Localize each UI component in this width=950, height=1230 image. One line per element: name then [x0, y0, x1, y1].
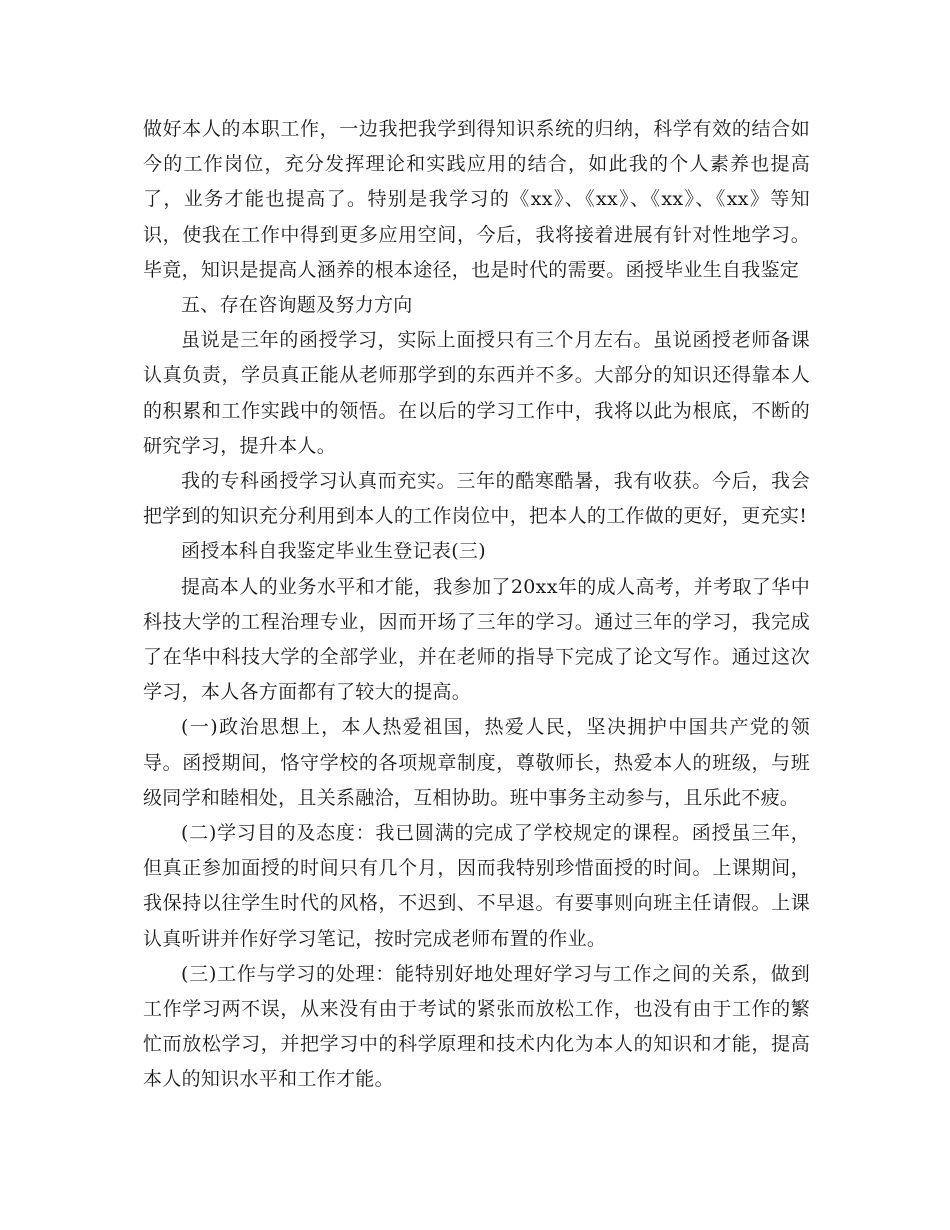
- paragraph-continuation: 做好本人的本职工作，一边我把我学到得知识系统的归纳，科学有效的结合如今的工作岗位，充分发挥理论和实践应用的结合，如此我的个人素养也提高了，业务才能也提高了。特别是我学习的《xx》、《xx》、《xx》、《xx》等知识，使我在工作中得到更多应用空间，今后，我将接着进展有针对性地学习。毕竟，知识是提高人涵养的根本途径，也是时代的需要。函授毕业生自我鉴定: [143, 118, 810, 281]
- paragraph: 虽说是三年的函授学习，实际上面授只有三个月左右。虽说函授老师备课认真负责，学员真正能从老师那学到的东西并不多。大部分的知识还得靠本人的积累和工作实践中的领悟。在以后的学习工作中，我将以此为根底，不断的研究学习，提升本人。: [143, 329, 810, 457]
- paragraph: 提高本人的业务水平和才能，我参加了20xx年的成人高考，并考取了华中科技大学的工程治理专业，因而开场了三年的学习。通过三年的学习，我完成了在华中科技大学的全部学业，并在老师的指导下完成了论文写作。通过这次学习，本人各方面都有了较大的提高。: [143, 575, 810, 704]
- paragraph: 我的专科函授学习认真而充实。三年的酷寒酷暑，我有收获。今后，我会把学到的知识充分利用到本人的工作岗位中，把本人的工作做的更好，更充实!: [143, 470, 810, 528]
- section-heading: 函授本科自我鉴定毕业生登记表(三): [181, 540, 486, 563]
- paragraph: (一)政治思想上，本人热爱祖国，热爱人民，坚决拥护中国共产党的领导。函授期间，恪守学校的各项规章制度，尊敬师长，热爱本人的班级，与班级同学和睦相处，且关系融洽，互相协助。班中事务主动参与，且乐此不疲。: [143, 716, 810, 809]
- section-heading: 五、存在咨询题及努力方向: [181, 294, 413, 317]
- paragraph: (三)工作与学习的处理：能特别好地处理好学习与工作之间的关系，做到工作学习两不误，从来没有由于考试的紧张而放松工作，也没有由于工作的繁忙而放松学习，并把学习中的科学原理和技术内化为本人的知识和才能，提高本人的知识水平和工作才能。: [143, 962, 810, 1091]
- document-body: [143, 112, 810, 1098]
- paragraph: (二)学习目的及态度：我已圆满的完成了学校规定的课程。函授虽三年，但真正参加面授的时间只有几个月，因而我特别珍惜面授的时间。上课期间，我保持以往学生时代的风格，不迟到、不早退。有要事则向班主任请假。上课认真听讲并作好学习笔记，按时完成老师布置的作业。: [143, 822, 810, 950]
